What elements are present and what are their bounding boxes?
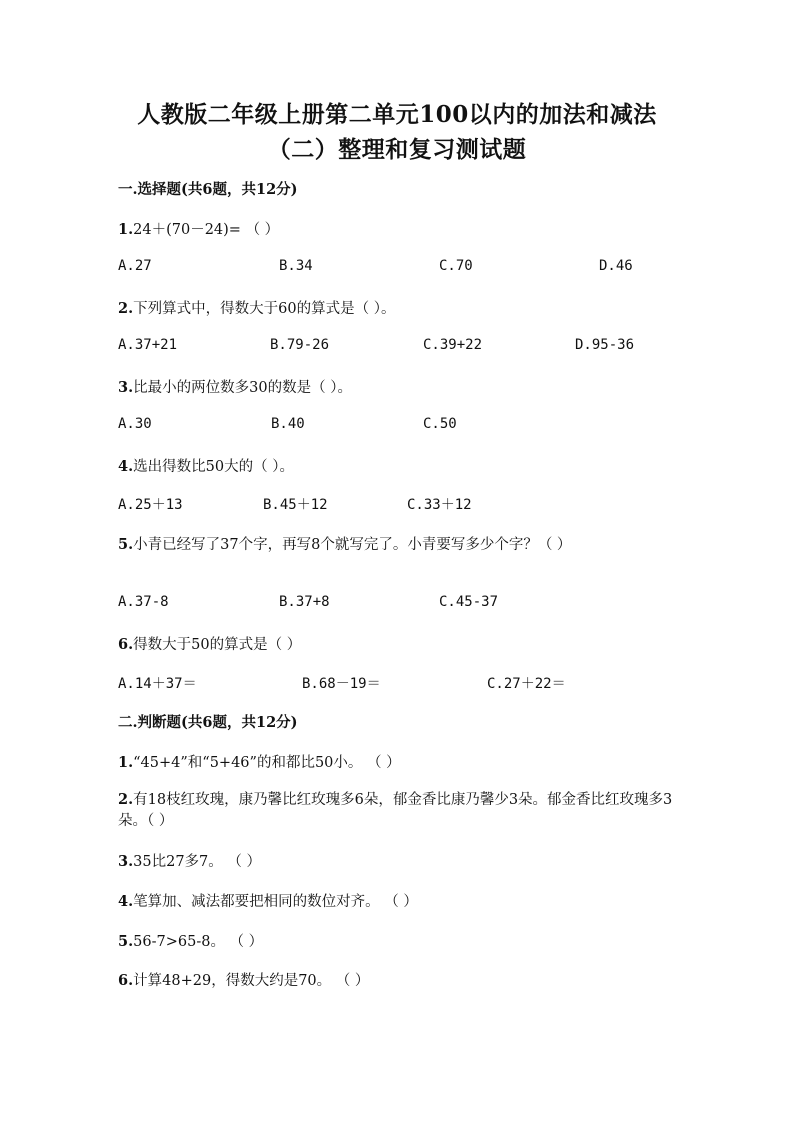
question-text: “45+4”和“5+46”的和都比50小。 （ ） [133, 755, 401, 771]
question-text: 得数大于50的算式是（ ） [133, 637, 302, 653]
question-1-5 [118, 533, 571, 554]
option-a: A.25＋13 [118, 497, 183, 513]
option-a: A.14＋37＝ [118, 676, 197, 692]
question-2-2 [118, 789, 678, 832]
question-number: 4. [118, 893, 134, 910]
option-a: A.30 [118, 416, 152, 432]
title-line-1: 人教版二年级上册第二单元100以内的加法和减法 [137, 101, 657, 128]
question-number: 2. [118, 300, 134, 317]
question-text: 35比27多7。 （ ） [133, 854, 261, 870]
option-c: C.39+22 [423, 337, 483, 353]
question-2-1 [118, 751, 401, 772]
question-1-1 [118, 218, 279, 239]
option-b: B.37+8 [279, 594, 330, 610]
option-b: B.45＋12 [263, 497, 328, 513]
question-number: 5. [118, 933, 134, 950]
question-text: 24＋(70－24)= （ ） [133, 222, 280, 238]
option-c: C.70 [439, 258, 473, 274]
question-number: 1. [118, 754, 134, 771]
option-c: C.50 [423, 416, 457, 432]
question-number: 3. [118, 853, 134, 870]
section-heading-judgement: 二.判断题(共6题，共12分) [118, 714, 298, 731]
option-b: B.34 [279, 258, 313, 274]
option-d: D.95-36 [575, 337, 635, 353]
question-number: 4. [118, 458, 134, 475]
question-text: 计算48+29，得数大约是70。 （ ） [133, 973, 370, 989]
section-heading-choice: 一.选择题(共6题，共12分) [118, 181, 298, 198]
option-a: A.37+21 [118, 337, 178, 353]
option-a: A.37-8 [118, 594, 169, 610]
question-2-4 [118, 890, 418, 911]
question-1-6 [118, 633, 301, 654]
question-text: 小青已经写了37个字，再写8个就写完了。小青要写多少个字？（ ） [133, 537, 572, 553]
option-b: B.40 [271, 416, 305, 432]
question-text: 比最小的两位数多30的数是（ ）。 [133, 380, 352, 396]
question-1-4 [118, 455, 294, 476]
question-text: 下列算式中，得数大于60的算式是（ ）。 [133, 301, 396, 317]
question-2-6 [118, 969, 369, 990]
option-a: A.27 [118, 258, 152, 274]
question-1-2 [118, 297, 395, 318]
question-2-5 [118, 930, 263, 951]
option-c: C.33＋12 [407, 497, 472, 513]
question-1-3 [118, 376, 352, 397]
question-number: 6. [118, 636, 134, 653]
option-b: B.79-26 [270, 337, 330, 353]
question-text: 有18枝红玫瑰，康乃馨比红玫瑰多6朵，郁金香比康乃馨少3朵。郁金香比红玫瑰多3朵。（ ） [118, 792, 673, 829]
question-number: 2. [118, 791, 134, 808]
question-2-3 [118, 850, 261, 871]
question-number: 1. [118, 221, 134, 238]
title-line-2: （二）整理和复习测试题 [267, 136, 527, 163]
question-number: 5. [118, 536, 134, 553]
option-c: C.27＋22＝ [487, 676, 566, 692]
option-b: B.68－19＝ [302, 676, 381, 692]
question-text: 选出得数比50大的（ ）。 [133, 459, 294, 475]
question-text: 56-7>65-8。 （ ） [133, 934, 264, 950]
question-number: 3. [118, 379, 134, 396]
option-c: C.45-37 [439, 594, 499, 610]
question-text: 笔算加、减法都要把相同的数位对齐。 （ ） [133, 894, 418, 910]
option-d: D.46 [599, 258, 633, 274]
question-number: 6. [118, 972, 134, 989]
